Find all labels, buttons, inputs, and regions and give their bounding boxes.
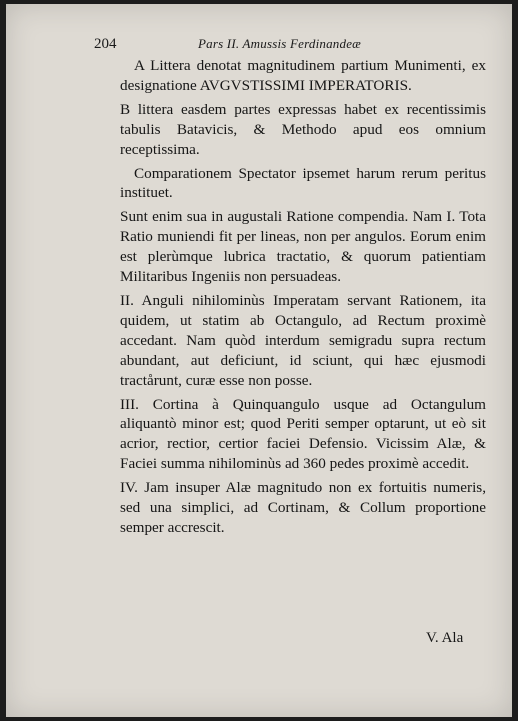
catchword: V. Ala: [426, 630, 464, 646]
paragraph-ii: II. Anguli nihilominùs Imperatam servant Rationem, ita quidem, ut statim ab Octangulo, ad Rectum proximè accedant. Nam quòd interdum semigradu supra rectum abundant, aut deficiunt, id sciunt, qui hæc ejusmodi tractårunt, curæ esse non posse.: [120, 291, 486, 389]
paragraph-a: A Littera denotat magnitudinem partium Munimenti, ex designatione AVGVSTISSIMI IMPERATORIS.: [120, 57, 486, 94]
body-text: [120, 56, 486, 542]
page-number: 204: [94, 36, 117, 52]
paragraph-iv: IV. Jam insuper Alæ magnitudo non ex fortuitis numeris, sed una simplici, ad Cortinam, & Collum proportione semper accrescit.: [120, 479, 486, 536]
book-page: [6, 4, 512, 717]
paragraph-b: B littera easdem partes expressas habet ex recentissimis tabulis Batavicis, & Methodo apud eos omnium receptissima.: [120, 100, 486, 158]
page-header: [94, 32, 494, 56]
paragraph-compendia: Sunt enim sua in augustali Ratione compendia. Nam I. Tota Ratio muniendi fit per lineas, non per angulos. Eorum enim est plerùmque lubrica tractatio, & quorum patientiam Militaribus Ingeniis non persuadeas.: [120, 208, 486, 286]
paragraph-comparison: Comparationem Spectator ipsemet harum rerum peritus instituet.: [120, 164, 486, 202]
paragraph-iii: III. Cortina à Quinquangulo usque ad Octangulum aliquantò minor est; quod Periti semper optarunt, ut eò sit acrior, rectior, certior faciei Defensio. Vicissim Alæ, & Faciei summa nihilominùs ad 360 pedes proximè accedit.: [120, 395, 486, 473]
running-title: Pars II. Amussis Ferdinandeæ: [198, 36, 362, 51]
